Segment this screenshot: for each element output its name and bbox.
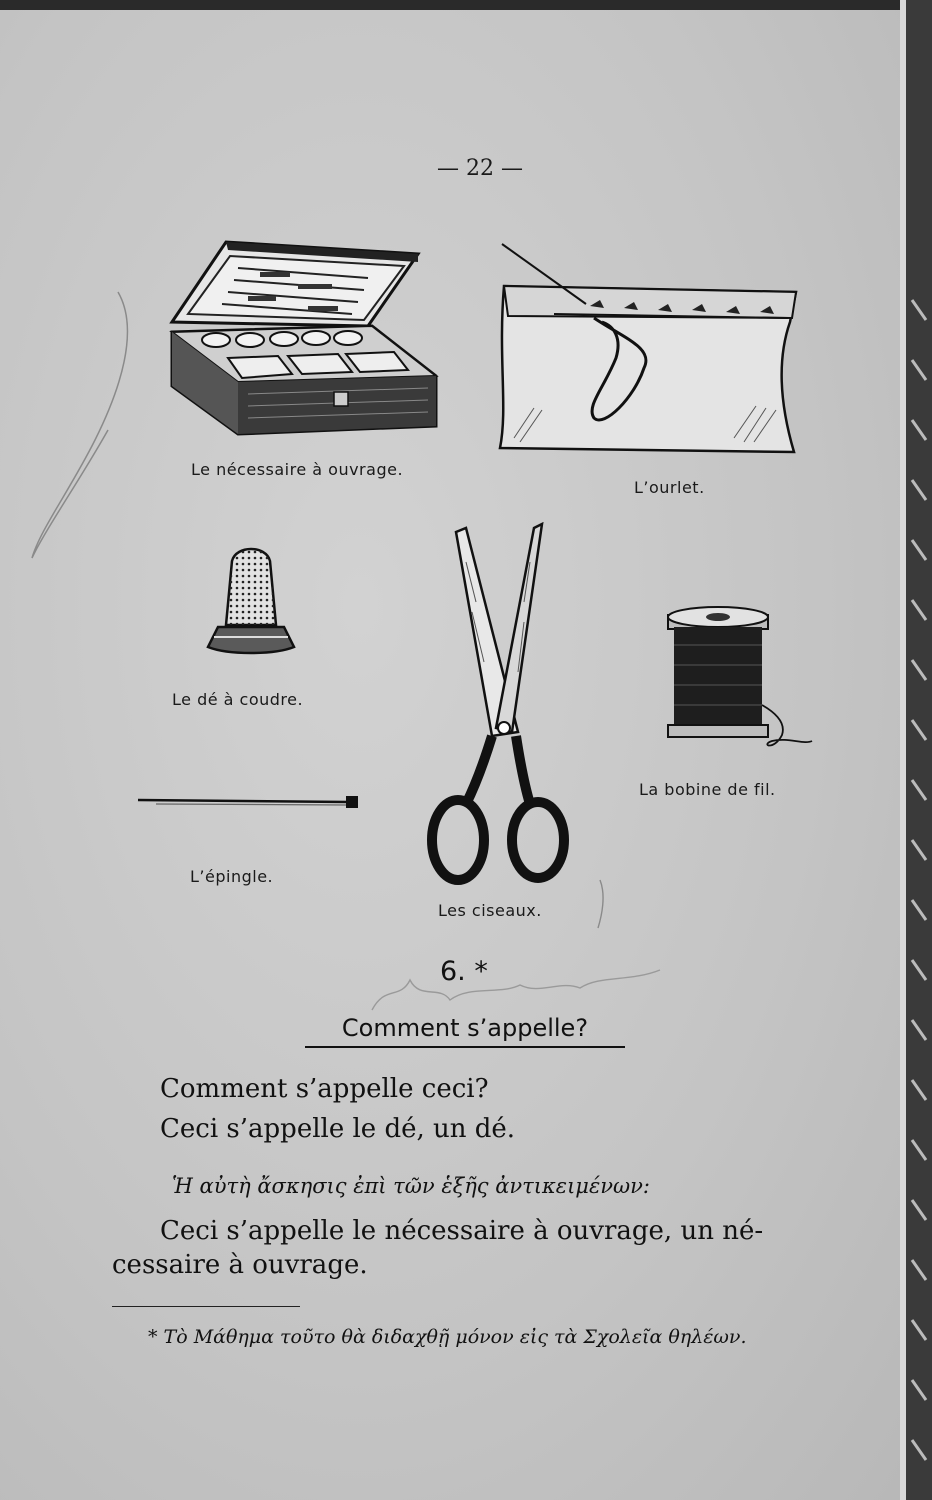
caption-spool: La bobine de fil. [639,780,776,799]
caption-scissors: Les ciseaux. [438,901,542,920]
body-line-4: cessaire à ouvrage. [112,1250,368,1280]
footnote: * Τὸ Μάθημα τοῦτο θὰ διδαχθῇ μόνον εἰς τὰ Σχολεῖα θηλέων. [148,1326,747,1348]
book-page [0,10,900,1500]
spool-illustration [664,605,816,755]
body-line-1: Comment s’appelle ceci? [160,1074,489,1104]
hem-illustration [494,238,812,458]
section-title: Comment s’appelle? [305,1014,625,1048]
footnote-divider [112,1306,300,1307]
scissors-illustration [426,522,572,888]
book-binding [900,0,932,1500]
pin-illustration [136,792,362,810]
sewing-box-illustration [168,228,440,438]
page-number: — 22 — [437,156,523,181]
body-line-3: Ceci s’appelle le nécessaire à ouvrage, un né- [160,1216,764,1246]
caption-pin: L’épingle. [190,867,274,886]
caption-sewing-box: Le nécessaire à ouvrage. [191,460,404,479]
caption-hem: L’ourlet. [634,478,705,497]
body-line-2: Ceci s’appelle le dé, un dé. [160,1114,516,1144]
thimble-illustration [204,543,298,655]
greek-instruction: Ἡ αὐτὴ ἄσκησις ἐπὶ τῶν ἑξῆς ἀντικειμένων: [172,1174,650,1198]
caption-thimble: Le dé à coudre. [172,690,304,709]
section-number: 6. * [440,956,488,987]
